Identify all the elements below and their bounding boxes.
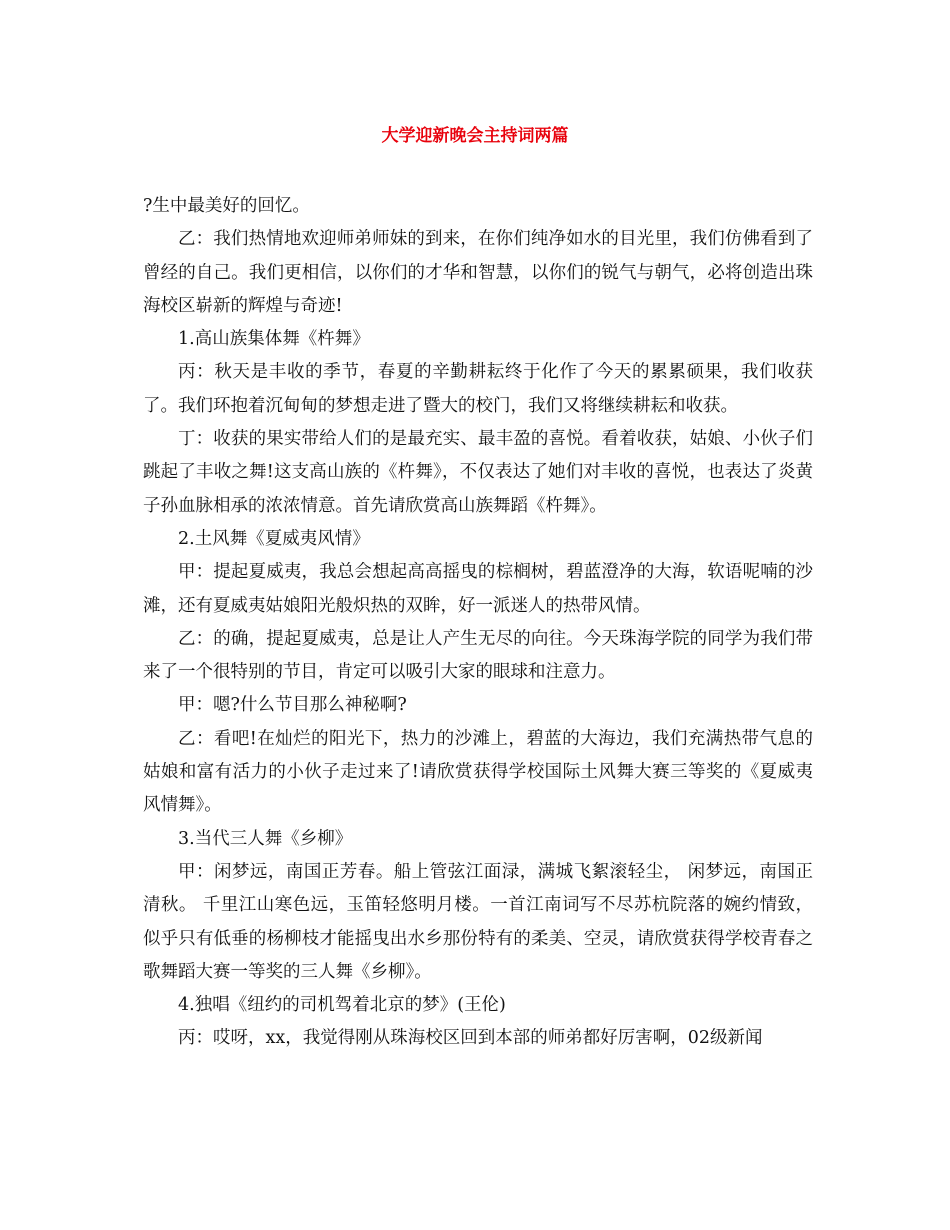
paragraph: 1.高山族集体舞《杵舞》: [178, 329, 370, 350]
paragraph: 甲：嗯?什么节目那么神秘啊?: [178, 695, 407, 716]
document-body: [143, 190, 813, 1056]
paragraph: ?生中最美好的回忆。: [143, 196, 310, 216]
paragraph: 丙：哎呀，xx，我觉得刚从珠海校区回到本部的师弟都好厉害啊，02级新闻: [178, 1028, 763, 1049]
paragraph: 3.当代三人舞《乡柳》: [178, 828, 353, 849]
paragraph: 4.独唱《纽约的司机驾着北京的梦》(王伦): [178, 995, 506, 1016]
document-title: 大学迎新晚会主持词两篇: [381, 126, 569, 146]
paragraph: 乙：我们热情地欢迎师弟师妹的到来，在你们纯净如水的目光里，我们仿佛看到了曾经的自己。我们更相信，以你们的才华和智慧，以你们的锐气与朝气，必将创造出珠海校区崭新的辉煌与奇迹!: [143, 229, 813, 316]
paragraph: 乙：的确，提起夏威夷，总是让人产生无尽的向往。今天珠海学院的同学为我们带来了一个很特别的节目，肯定可以吸引大家的眼球和注意力。: [143, 628, 813, 683]
paragraph: 丙：秋天是丰收的季节，春夏的辛勤耕耘终于化作了今天的累累硕果，我们收获了。我们环抱着沉甸甸的梦想走进了暨大的校门，我们又将继续耕耘和收获。: [143, 362, 813, 416]
paragraph: 甲：提起夏威夷，我总会想起高高摇曳的棕榈树，碧蓝澄净的大海，软语呢喃的沙滩，还有夏威夷姑娘阳光般炽热的双眸，好一派迷人的热带风情。: [143, 562, 813, 616]
paragraph: 2.土风舞《夏威夷风情》: [178, 528, 370, 549]
paragraph: 甲：闲梦远，南国正芳春。船上管弦江面渌，满城飞絮滚轻尘， 闲梦远，南国正清秋。 千里江山寒色远，玉笛轻悠明月楼。一首江南词写不尽苏杭院落的婉约情致，似乎只有低垂的杨柳枝才能摇曳出水乡那份特有的柔美、空灵，请欣赏获得学校青春之歌舞蹈大赛一等奖的三人舞《乡柳》。: [143, 861, 813, 982]
paragraph: 丁：收获的果实带给人们的是最充实、最丰盈的喜悦。看着收获，姑娘、小伙子们跳起了丰收之舞!这支高山族的《杵舞》，不仅表达了她们对丰收的喜悦，也表达了炎黄子孙血脉相承的浓浓情意。首先请欣赏高山族舞蹈《杵舞》。: [143, 429, 813, 516]
paragraph: 乙：看吧!在灿烂的阳光下，热力的沙滩上，碧蓝的大海边，我们充满热带气息的姑娘和富有活力的小伙子走过来了!请欣赏获得学校国际土风舞大赛三等奖的《夏威夷风情舞》。: [143, 728, 813, 816]
